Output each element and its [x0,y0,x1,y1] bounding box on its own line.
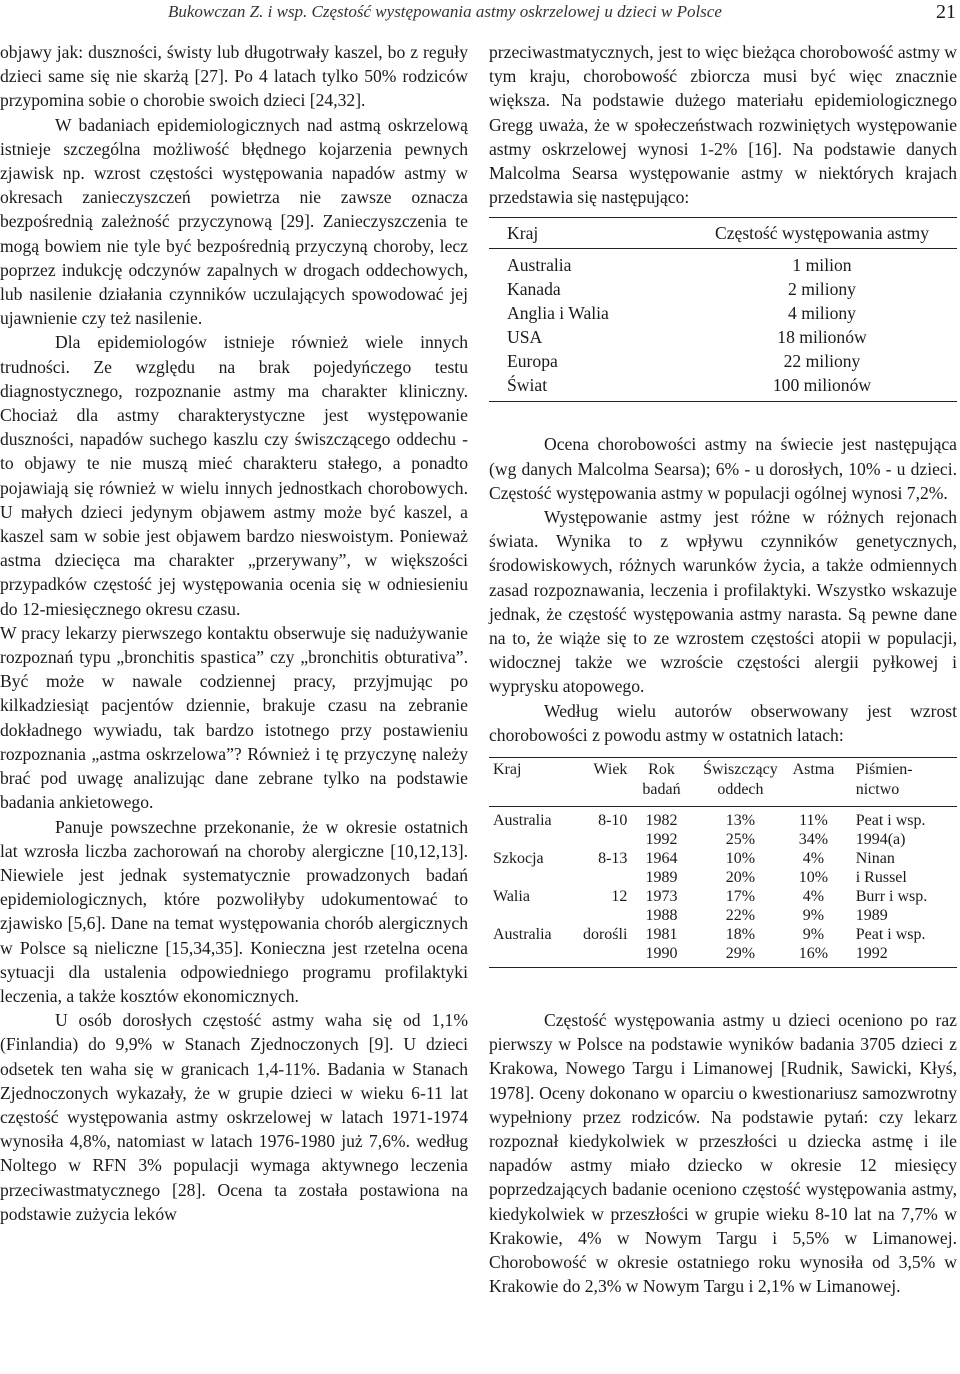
table-cell: 1989 [645,869,678,887]
table-cell: 1981 [645,926,678,944]
table-cell: 4% [802,888,825,906]
table-cell: USA [507,327,543,348]
table-header-cell: Astma [792,761,835,779]
table-cell: Świat [507,375,548,396]
paragraph: Częstość występowania astmy u dzieci oceniono po raz pierwszy w Polsce na podstawie wyników badania 3705 dzieci z Krakowa, Nowego Targu i Limanowej [Rudnik, Sawicki, Kłyś, 1978]. Oceny dokonano w oparciu o kwestionariusz samozwrotny wypełniony przez rodziców. Na podstawie pytań: czy lekarz rozpoznał kiedykolwiek w przeszłości u dziecka astmę i ile napadów astmy miało dziecko w okresie 12 miesięcy poprzedzających badanie oceniono częstość występowania astmy, kiedykolwiek w przeszłości w grupie wieku 8-10 lat na 7,7% w Krakowie, 4% w Nowym Targu i 5,5% w Limanowej. Chorobowość w okresie ostatniego roku wynosiła od 3,5% w Krakowie do 2,3% w Nowym Targu i 2,1% w Limanowej. [489,1010,957,1297]
table-cell [489,944,577,963]
table-cell: Peat i wsp. [855,926,926,944]
table-row [489,373,957,397]
table-cell [577,944,628,963]
table-row [489,868,957,887]
table-cell: 9% [802,926,825,944]
paragraph: Występowanie astmy jest różne w różnych rejonach świata. Wynika to z wpływu czynników genetycznych, środowiskowych, różnych warunków życia, a także odmiennych zasad rozpoznawania, leczenia i profilaktyki. Wszystko wskazuje jednak, że częstość występowania astmy narasta. Są pewne dane na to, że wiąże się to ze wzrostem częstości atopii w populacji, widocznej także we wzroście częstości alergii pyłkowej i wyprysku atopowego. [489,507,957,697]
table-cell: 1988 [645,907,678,925]
table-cell: 18 milionów [777,327,867,348]
table-row [489,887,957,906]
table-row [489,811,957,830]
table-row [489,906,957,925]
table-cell: Australia [493,926,552,944]
table-cell: 22% [725,907,756,925]
table-cell: 1973 [645,888,678,906]
table-cell: i Russel [855,869,907,887]
table-header-row [489,218,957,249]
table-cell [489,830,577,849]
table-cell: Peat i wsp. [855,812,926,830]
table-header-cell: Częstość występowania astmy [714,223,929,244]
right-column [489,40,957,1299]
table-cell: 8-10 [598,812,628,830]
table-header-cell [627,760,695,806]
table-cell: Anglia i Walia [507,303,609,324]
paragraph: Ocena chorobowości astmy na świecie jest następująca (wg danych Malcolma Searsa); 6% - u dorosłych, 10% - u dzieci. Częstość występowania astmy w populacji ogólnej wynosi 7,2%. [489,434,957,503]
table-cell: dorośli [582,926,628,944]
table-header-cell [696,760,786,806]
table-cell: 4% [802,850,825,868]
table-cell: Australia [507,255,572,276]
table-cell: Kanada [507,279,561,300]
table-cell: 11% [799,812,828,830]
asthma-trend-table [489,757,957,968]
paragraph: W pracy lekarzy pierwszego kontaktu obserwuje się nadużywanie rozpoznań typu „bronchitis spastica” czy „bronchitis obturativa”. Być może w nawale codziennej pracy, przyjmując po kilkadziesiąt pacjentów dziennie, brakuje czasu na zebranie dokładnego wywiadu, tak bardzo istotnego przy postawieniu rozpoznania „astma oskrzelowa”? Również i tę przyczynę należy brać pod uwagę analizując dane zebrane tylko na podstawie badania ankietowego. [0,622,468,813]
table-cell: 29% [725,945,756,963]
table-cell: 16% [798,945,829,963]
table-cell: 12 [611,888,628,906]
paragraph: objawy jak: duszności, świsty lub długotrwały kaszel, bo z reguły dzieci same się nie skarżą [27]. Po 4 latach tylko 50% rodziców przypomina sobie o chorobie swoich dzieci [24,32]. [0,42,468,111]
table-cell: 13% [725,812,756,830]
table-cell: 1 milion [792,255,852,276]
paragraph: U osób dorosłych częstość astmy waha się od 1,1% (Finlandia) do 9,9% w Stanach Zjednoczonych [9]. U dzieci odsetek ten waha się w granicach 1,4-11%. Badania w Stanach Zjednoczonych wykazały, że w grupie dzieci w wieku 6-11 lat częstość występowania astmy oskrzelowej w latach 1971-1974 wynosiła 4,8%, natomiast w latach 1976-1980 już 7,6%. według Noltego w RFN 3% populacji wymaga aktywnego leczenia przeciwastmatycznego [28]. Ocena ta została postawiona na podstawie zużycia leków [0,1010,468,1224]
table-cell [489,906,577,925]
asthma-prevalence-table [489,217,957,402]
table-row [489,277,957,301]
left-column [0,40,468,1226]
table-cell: Australia [493,812,552,830]
table-cell: Burr i wsp. [855,888,928,906]
table-cell: 1989 [855,907,888,925]
header-line: Świszczący [703,761,778,779]
table-cell [577,906,628,925]
table-row [489,325,957,349]
header-line: Piśmien- [855,761,913,779]
paragraph: W badaniach epidemiologicznych nad astmą oskrzelową istnieje szczególna możliwość błędnego kojarzenia pewnych zjawisk np. wzrost częstości występowania napadów astmy w okresach zanieczyszczeń powietrza nie zawsze oznacza bezpośrednią zależność przyczynową [29]. Zanieczyszczenia te mogą bowiem nie tyle być bezpośrednią przyczyną choroby, lecz poprzez indukcję odczynów zapalnych w drogach oddechowych, lub nasilenie działania czynników uczulających spowodować jej ujawnienie czy też nasilenie. [0,114,468,329]
table-header-row [489,758,957,807]
paragraph: Według wielu autorów obserwowany jest wzrost chorobowości z powodu astmy w ostatnich latach: [489,700,957,745]
table-cell: 17% [725,888,756,906]
table-row [489,925,957,944]
table-cell [489,868,577,887]
table-header-cell: Wiek [593,761,628,779]
table-row [489,944,957,963]
running-title: Bukowczan Z. i wsp. Częstość występowania astmy oskrzelowej u dzieci w Polsce [168,2,722,21]
table-row [489,830,957,849]
table-cell: 10% [725,850,756,868]
table-cell: 1964 [645,850,678,868]
header-line: oddech [717,781,764,799]
table-body [489,807,957,967]
paragraph: Dla epidemiologów istnieje również wiele innych trudności. Ze względu na brak pojedyńczego testu diagnostycznego, rozpoznanie astmy ma charakter kliniczny. Chociaż dla astmy charakterystyczne jest występowanie duszności, napadów suchego kaszlu czy świszczącego oddechu - to objawy te nie muszą mieć charakteru stałego, a ponadto pojawiają się również w wielu innych jednostkach chorobowych. U małych dzieci jedynym objawem astmy może być kaszel, a kaszel sam w sobie jest objawem bardzo nieswoistym. Ponieważ astma dziecięca ma charakter „przerywany”, w większości przypadków częstość jej występowania ocenia się w odniesieniu do 12-miesięcznego okresu czasu. [0,332,468,619]
table-cell: 9% [802,907,825,925]
table-cell: 1992 [645,831,678,849]
table-cell: 25% [725,831,756,849]
table-row [489,349,957,373]
table-cell: 1994(a) [855,831,906,849]
table-row [489,253,957,277]
table-cell: 18% [725,926,756,944]
table-row [489,849,957,868]
table-cell: 1992 [855,945,888,963]
running-header [0,0,960,26]
table-cell: 100 milionów [772,375,872,396]
table-cell: Europa [507,351,558,372]
table-header-cell [842,760,957,806]
table-cell: 10% [798,869,829,887]
table-cell: 22 miliony [783,351,861,372]
table-header-cell: Kraj [507,223,539,244]
table-cell [577,868,628,887]
table-row [489,301,957,325]
table-cell: Walia [493,888,530,906]
table-cell [577,830,628,849]
paragraph: przeciwastmatycznych, jest to więc bieżąca chorobowość astmy w tym kraju, chorobowość zbiorcza musi być więc znacznie większa. Na podstawie dużego materiału epidemiologicznego Gregg uważa, że w społeczeństwach rozwiniętych występowanie astmy oskrzelowej wynosi 1-2% [16]. Na podstawie danych Malcolma Searsa występowanie astmy w niektórych krajach przedstawia się następująco: [489,42,958,208]
page-number: 21 [936,1,956,23]
table-cell: Ninan [855,850,895,868]
header-line: badań [642,781,681,799]
table-cell: 20% [725,869,756,887]
table-cell: 2 miliony [788,279,856,300]
table-cell: 1990 [645,945,678,963]
table-header-cell: Kraj [493,761,522,779]
header-line: nictwo [855,781,900,799]
table-cell: 8-13 [598,850,628,868]
paragraph: Panuje powszechne przekonanie, że w okresie ostatnich lat wzrosła liczba zachorowań na choroby alergiczne [10,12,13]. Niewiele jest jednak systematycznie prowadzonych badań epidemiologicznych, które pozwoliłyby udokumentować to zjawisko [5,6]. Dane na temat występowania chorób alergicznych w Polsce są nieliczne [15,34,35]. Konieczna jest rzetelna ocena sytuacji dla ustalenia odpowiedniego programu profilaktyki leczenia, a także kosztów ekonomicznych. [0,816,468,1006]
table-cell: 4 miliony [788,303,856,324]
table-cell: 34% [798,831,829,849]
table-cell: 1982 [645,812,678,830]
table-cell: Szkocja [493,850,544,868]
header-line: Rok [648,761,675,779]
